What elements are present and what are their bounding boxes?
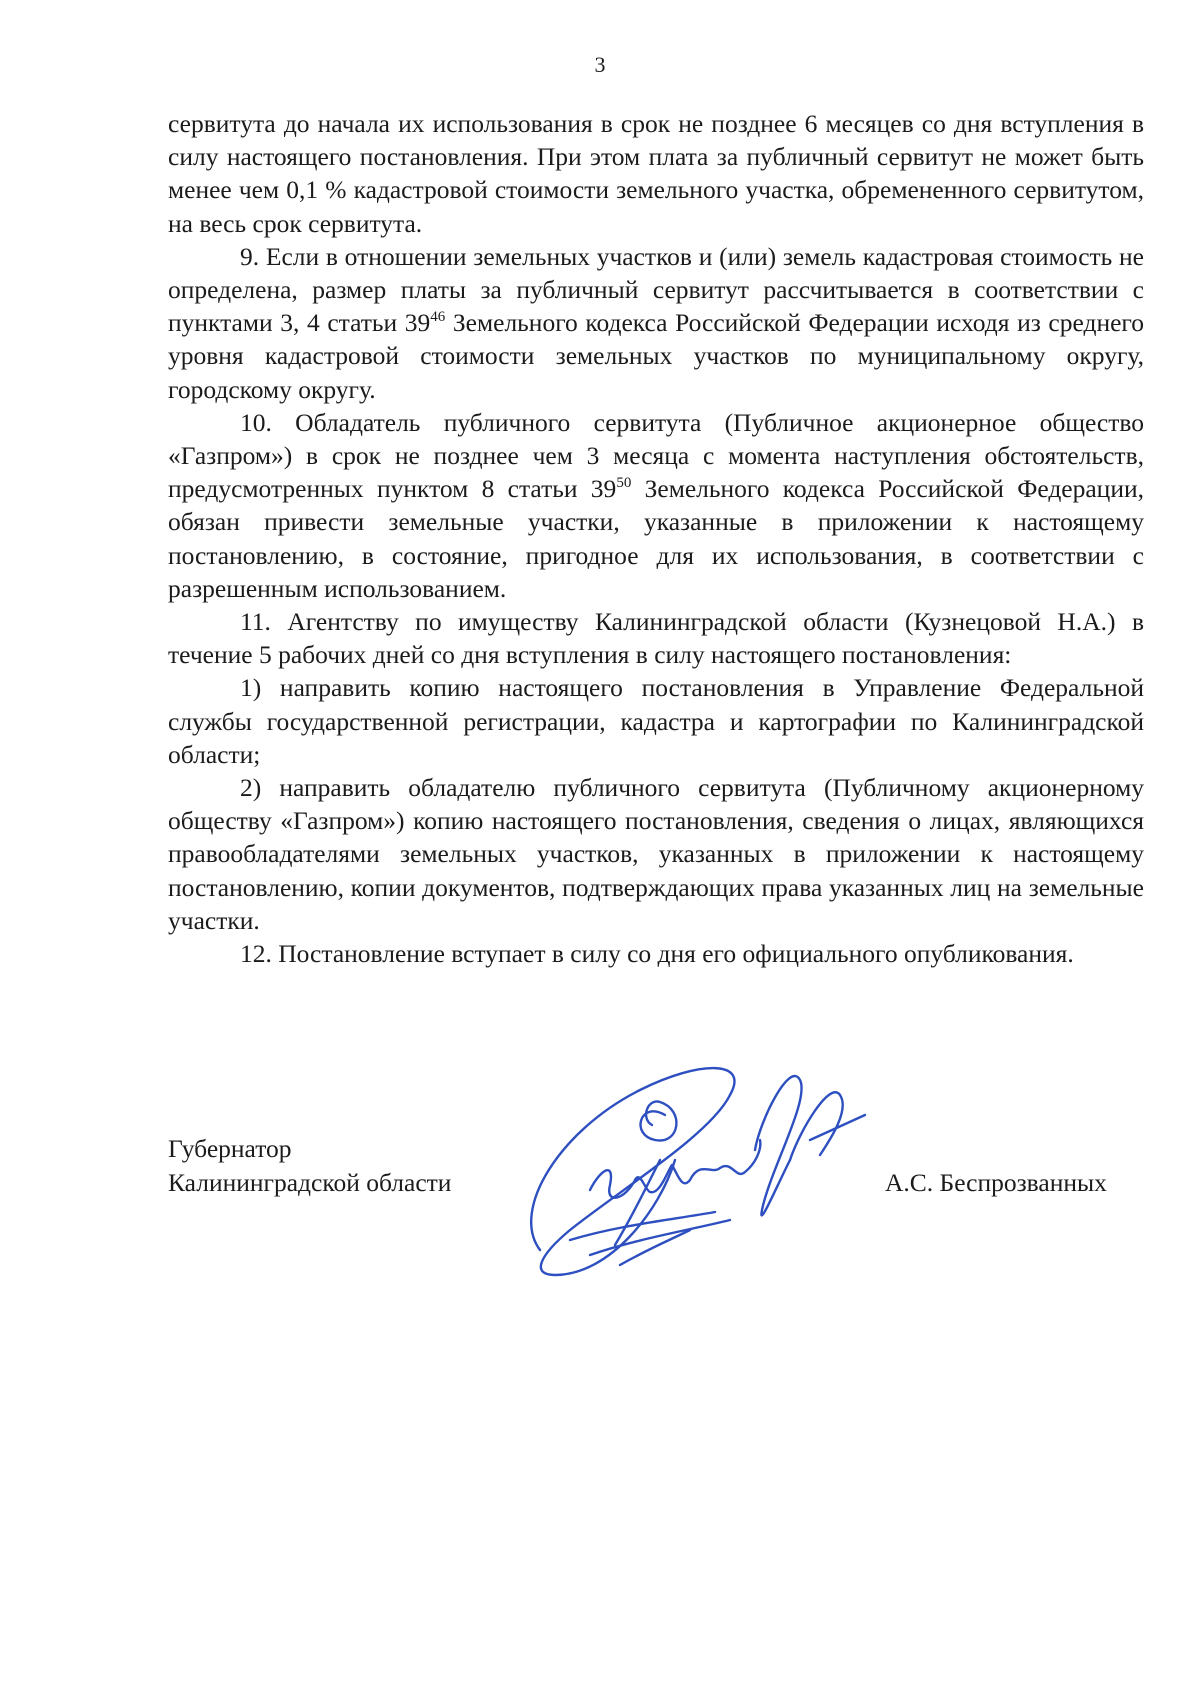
article-superscript: 46 [430,309,446,326]
signatory-title [168,1132,451,1200]
paragraph-text: сервитута до начала их использования в срок не позднее 6 месяцев со дня вступления в силу настоящего постановления. При этом плата за публичный сервитут не может быть менее чем 0,1 % кадастровой стоимости земельного участка, обремененного сервитутом, на весь срок сервитута. [168,109,1144,238]
article-superscript: 50 [616,475,632,492]
paragraph [168,771,1144,937]
paragraph-text: Земельного кодекса Российской Федерации исходя из среднего уровня кадастровой стоимости земельных участков по муниципальному округу, городскому округу. [168,308,1144,404]
paragraph [168,605,1144,671]
page-number: 3 [594,52,606,77]
paragraph [168,107,1144,240]
handwritten-signature [500,1040,880,1290]
document-body [168,107,1144,970]
paragraph-text: 2) направить обладателю публичного сервитута (Публичному акционерному обществу «Газпром») копию настоящего постановления, сведения о лицах, являющихся правообладателями земельных участков, указанных в приложении к настоящему постановлению, копии документов, подтверждающих права указанных лиц на земельные участки. [168,773,1144,935]
paragraph [168,406,1144,605]
paragraph-text: Земельного кодекса Российской Федерации, обязан привести земельные участки, указанные в приложении к настоящему постановлению, в состояние, пригодное для их использования, в соответствии с разрешенным использованием. [168,474,1144,603]
signatory-name: А.С. Беспрозванных [885,1168,1107,1197]
paragraph [168,937,1144,970]
paragraph-text: 9. Если в отношении земельных участков и (или) земель кадастровая стоимость не определена, размер платы за публичный сервитут рассчитывается в соответствии с пунктами 3, 4 статьи 39 [168,241,1144,338]
signatory-title-line: Калининградской области [168,1168,452,1197]
paragraph-text: 11. Агентству по имуществу Калининградской области (Кузнецовой Н.А.) в течение 5 рабочих дней со дня вступления в силу настоящего постановления: [168,607,1144,670]
paragraph [168,240,1144,406]
signature-drawing [500,1040,880,1290]
paragraph-text: 1) направить копию настоящего постановления в Управление Федеральной службы государственной регистрации, кадастра и картографии по Калининградской области; [168,673,1144,769]
paragraph [168,671,1144,771]
paragraph-text: 12. Постановление вступает в силу со дня его официального опубликования. [240,939,1074,969]
signatory-title-line: Губернатор [168,1134,292,1163]
paragraph-text: 10. Обладатель публичного сервитута (Публичное акционерное общество «Газпром») в срок не позднее чем 3 месяца с момента наступления обстоятельств, предусмотренных пунктом 8 статьи 39 [168,407,1144,504]
